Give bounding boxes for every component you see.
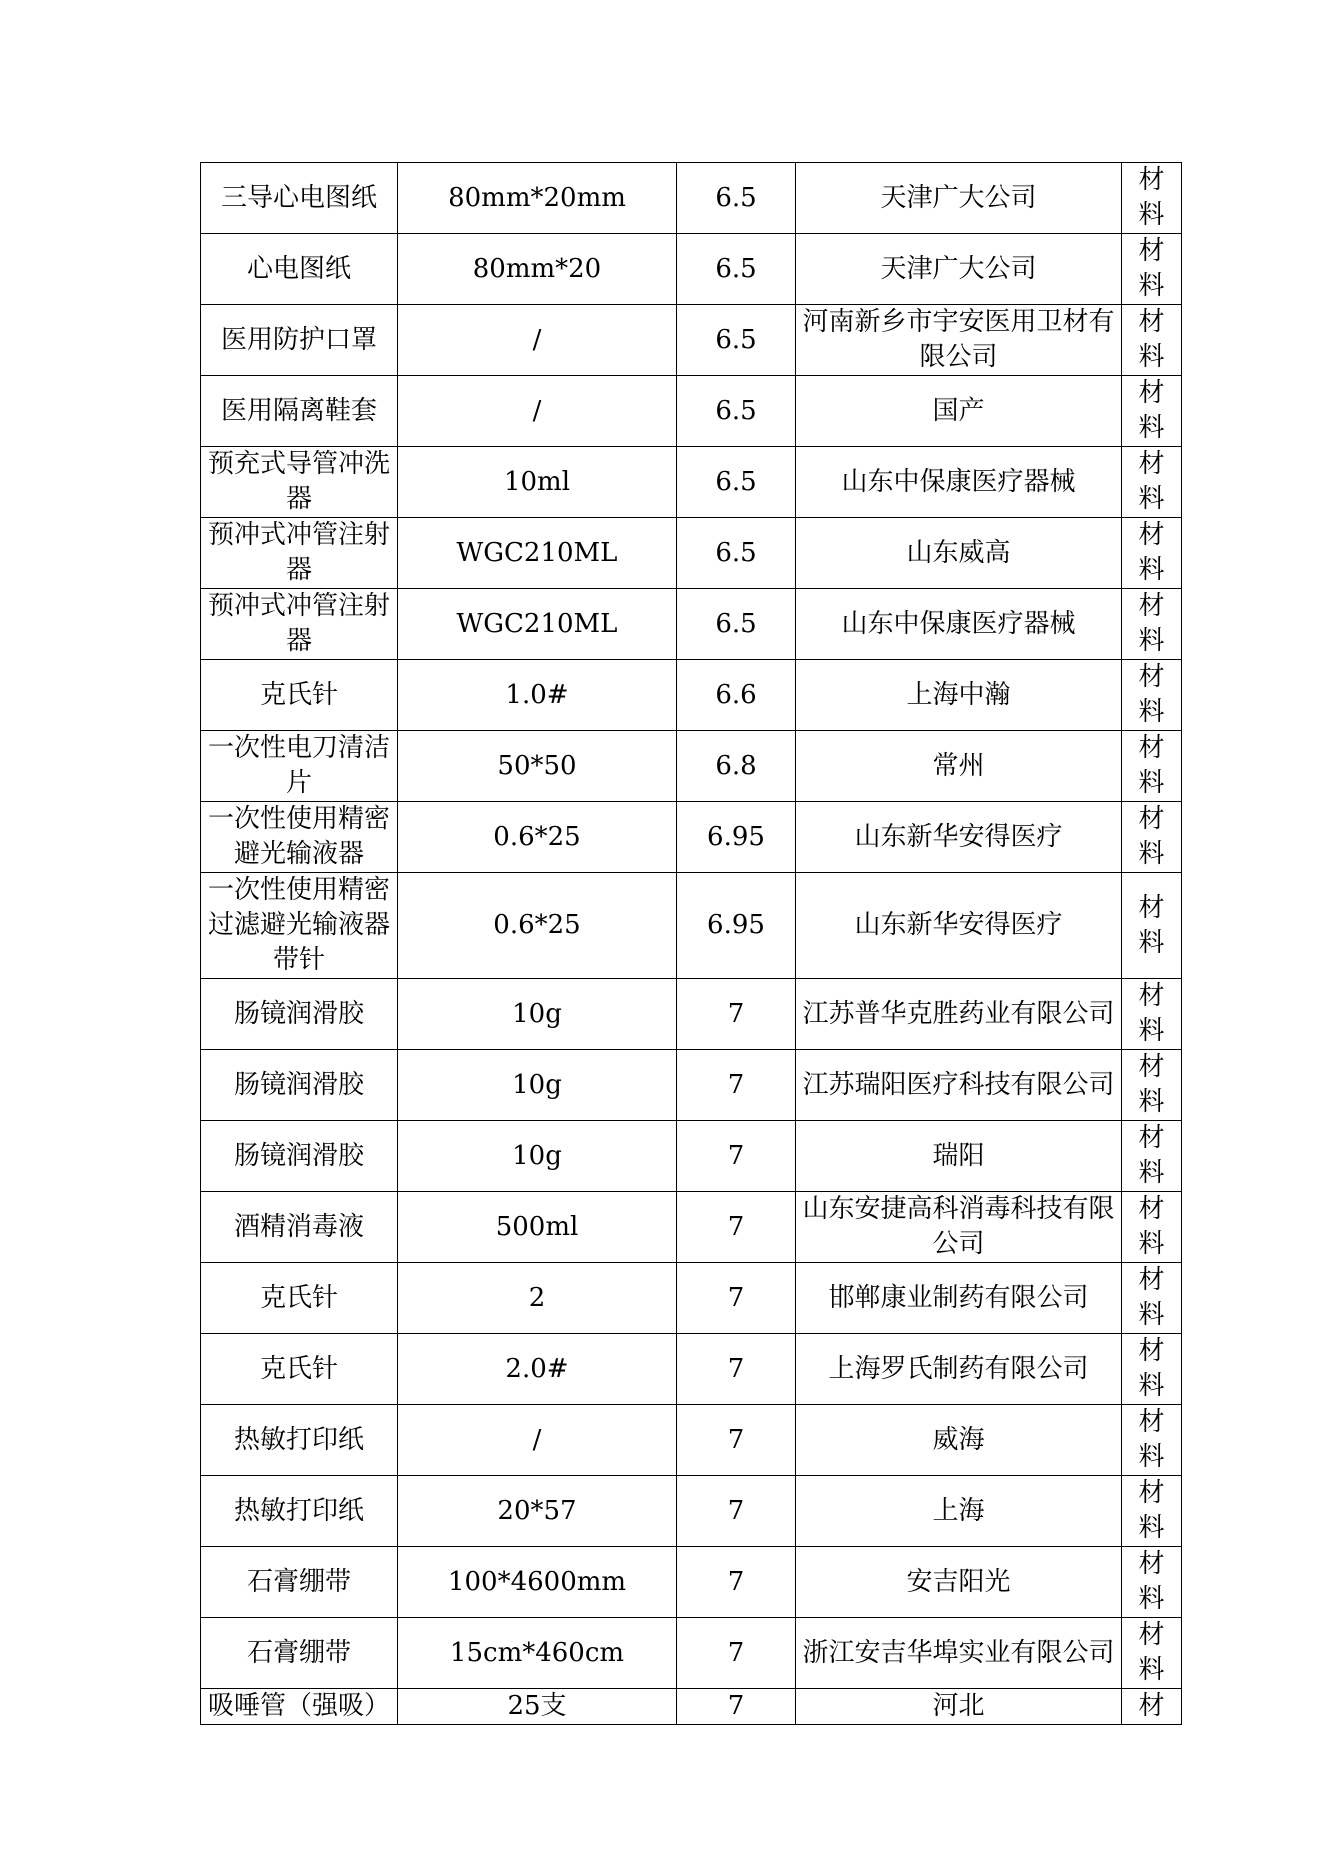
table-row xyxy=(201,1192,1182,1263)
table-row xyxy=(201,234,1182,305)
item-spec-cell xyxy=(398,979,677,1050)
item-price-cell xyxy=(677,1263,796,1334)
item-maker-text: 常州 xyxy=(932,750,985,781)
item-spec-text: 10ml xyxy=(503,466,571,497)
item-price-cell xyxy=(677,234,796,305)
item-name-cell xyxy=(201,305,398,376)
item-maker-text: 上海罗氏制药有限公司 xyxy=(828,1353,1089,1384)
item-spec-cell xyxy=(398,1334,677,1405)
item-name-text: 克氏针 xyxy=(259,1282,338,1313)
item-maker-text: 国产 xyxy=(932,395,985,426)
item-spec-cell xyxy=(398,660,677,731)
item-category-cell xyxy=(1122,163,1182,234)
table-row xyxy=(201,1121,1182,1192)
item-category-text: 材料 xyxy=(1138,1336,1165,1401)
item-name-cell xyxy=(201,1476,398,1547)
item-category-cell xyxy=(1122,1547,1182,1618)
item-price-text: 7 xyxy=(727,1140,745,1171)
item-spec-cell xyxy=(398,1689,677,1725)
item-name-text: 石膏绷带 xyxy=(246,1566,351,1597)
table-row xyxy=(201,518,1182,589)
item-spec-cell xyxy=(398,1405,677,1476)
item-category-text: 材料 xyxy=(1138,804,1165,869)
item-spec-text: / xyxy=(532,324,542,355)
item-price-cell xyxy=(677,305,796,376)
item-category-text: 材料 xyxy=(1138,1052,1165,1117)
item-maker-text: 天津广大公司 xyxy=(880,182,1037,213)
item-spec-text: 10g xyxy=(512,1069,562,1100)
item-price-text: 7 xyxy=(727,998,745,1029)
item-category-cell xyxy=(1122,1263,1182,1334)
item-spec-text: 50*50 xyxy=(497,750,577,781)
item-name-text: 一次性电刀清洁片 xyxy=(207,733,390,798)
item-spec-cell xyxy=(398,376,677,447)
item-maker-text: 河北 xyxy=(932,1691,985,1721)
item-spec-cell xyxy=(398,731,677,802)
item-name-cell xyxy=(201,1263,398,1334)
item-category-cell xyxy=(1122,305,1182,376)
item-category-cell xyxy=(1122,1618,1182,1689)
item-maker-cell xyxy=(796,518,1122,589)
item-spec-cell xyxy=(398,1050,677,1121)
item-spec-cell xyxy=(398,1263,677,1334)
item-name-cell xyxy=(201,518,398,589)
item-price-text: 7 xyxy=(727,1566,745,1597)
item-maker-cell xyxy=(796,1476,1122,1547)
item-maker-cell xyxy=(796,1618,1122,1689)
item-maker-text: 安吉阳光 xyxy=(906,1566,1011,1597)
item-category-cell xyxy=(1122,1121,1182,1192)
item-maker-cell xyxy=(796,802,1122,873)
item-price-text: 6.5 xyxy=(715,253,757,284)
item-category-cell xyxy=(1122,802,1182,873)
item-price-cell xyxy=(677,163,796,234)
item-spec-cell xyxy=(398,1121,677,1192)
table-row xyxy=(201,1334,1182,1405)
item-maker-cell xyxy=(796,1192,1122,1263)
item-spec-text: 10g xyxy=(512,998,562,1029)
item-spec-cell xyxy=(398,802,677,873)
item-maker-cell xyxy=(796,305,1122,376)
item-spec-text: 2.0# xyxy=(505,1353,569,1384)
item-spec-cell xyxy=(398,1618,677,1689)
item-maker-text: 山东中保康医疗器械 xyxy=(841,608,1076,639)
item-maker-cell xyxy=(796,447,1122,518)
item-category-cell xyxy=(1122,979,1182,1050)
item-name-cell xyxy=(201,731,398,802)
table-row xyxy=(201,305,1182,376)
item-maker-text: 上海 xyxy=(932,1495,985,1526)
item-name-cell xyxy=(201,1547,398,1618)
item-name-text: 医用防护口罩 xyxy=(220,324,377,355)
materials-price-table xyxy=(200,162,1182,1725)
item-price-text: 6.5 xyxy=(715,466,757,497)
item-category-cell xyxy=(1122,234,1182,305)
item-category-cell xyxy=(1122,1192,1182,1263)
table-row xyxy=(201,873,1182,979)
item-price-cell xyxy=(677,1547,796,1618)
item-spec-cell xyxy=(398,1476,677,1547)
item-name-text: 预冲式冲管注射器 xyxy=(207,591,390,656)
item-maker-cell xyxy=(796,234,1122,305)
item-category-text: 材料 xyxy=(1138,520,1165,585)
item-price-text: 7 xyxy=(727,1069,745,1100)
item-category-text: 材 xyxy=(1138,1691,1165,1721)
item-category-text: 材料 xyxy=(1138,1549,1165,1614)
item-category-text: 材料 xyxy=(1138,378,1165,443)
item-maker-cell xyxy=(796,376,1122,447)
item-category-text: 材料 xyxy=(1138,449,1165,514)
table-row xyxy=(201,802,1182,873)
item-maker-cell xyxy=(796,1689,1122,1725)
item-name-text: 医用隔离鞋套 xyxy=(220,395,377,426)
item-price-cell xyxy=(677,979,796,1050)
item-spec-text: 20*57 xyxy=(497,1495,577,1526)
item-maker-cell xyxy=(796,1121,1122,1192)
item-maker-cell xyxy=(796,731,1122,802)
item-price-cell xyxy=(677,1050,796,1121)
table-row xyxy=(201,660,1182,731)
item-name-text: 酒精消毒液 xyxy=(233,1211,364,1242)
item-price-cell xyxy=(677,873,796,979)
item-category-text: 材料 xyxy=(1138,1265,1165,1330)
item-category-cell xyxy=(1122,1476,1182,1547)
item-price-text: 7 xyxy=(727,1353,745,1384)
item-name-cell xyxy=(201,1192,398,1263)
item-name-cell xyxy=(201,1334,398,1405)
item-maker-cell xyxy=(796,1050,1122,1121)
item-spec-text: 15cm*460cm xyxy=(449,1637,625,1668)
item-spec-text: WGC210ML xyxy=(456,537,618,568)
item-price-text: 6.5 xyxy=(715,537,757,568)
item-spec-cell xyxy=(398,589,677,660)
item-maker-text: 山东新华安得医疗 xyxy=(854,910,1063,940)
item-category-text: 材料 xyxy=(1138,1478,1165,1543)
item-name-cell xyxy=(201,1050,398,1121)
item-maker-cell xyxy=(796,660,1122,731)
item-maker-text: 威海 xyxy=(932,1424,985,1455)
table-row xyxy=(201,1689,1182,1725)
item-price-cell xyxy=(677,1334,796,1405)
table-row xyxy=(201,589,1182,660)
item-name-text: 肠镜润滑胶 xyxy=(233,1069,364,1100)
table-row xyxy=(201,1405,1182,1476)
item-maker-cell xyxy=(796,1405,1122,1476)
item-spec-text: 80mm*20mm xyxy=(448,182,626,213)
item-spec-text: 10g xyxy=(512,1140,562,1171)
table-row xyxy=(201,1263,1182,1334)
table-row xyxy=(201,447,1182,518)
item-price-text: 7 xyxy=(727,1211,745,1242)
item-price-text: 6.95 xyxy=(707,821,765,852)
item-name-text: 热敏打印纸 xyxy=(233,1424,364,1455)
item-spec-cell xyxy=(398,518,677,589)
item-maker-cell xyxy=(796,589,1122,660)
table-row xyxy=(201,1618,1182,1689)
item-maker-text: 瑞阳 xyxy=(932,1140,985,1171)
item-category-text: 材料 xyxy=(1138,1620,1165,1685)
item-price-text: 6.5 xyxy=(715,182,757,213)
item-category-text: 材料 xyxy=(1138,1407,1165,1472)
item-price-cell xyxy=(677,447,796,518)
item-category-cell xyxy=(1122,731,1182,802)
item-category-cell xyxy=(1122,1689,1182,1725)
item-price-cell xyxy=(677,1618,796,1689)
item-spec-cell xyxy=(398,305,677,376)
item-name-cell xyxy=(201,1121,398,1192)
item-price-text: 6.95 xyxy=(707,910,765,940)
item-name-cell xyxy=(201,660,398,731)
item-category-text: 材料 xyxy=(1138,236,1165,301)
item-price-text: 6.5 xyxy=(715,395,757,426)
item-spec-text: 500ml xyxy=(495,1211,579,1242)
table-body xyxy=(201,163,1182,1725)
item-category-cell xyxy=(1122,873,1182,979)
item-maker-cell xyxy=(796,873,1122,979)
item-spec-text: 80mm*20 xyxy=(472,253,602,284)
item-spec-cell xyxy=(398,163,677,234)
item-price-text: 6.5 xyxy=(715,608,757,639)
item-spec-text: 25支 xyxy=(507,1691,567,1721)
item-maker-text: 山东中保康医疗器械 xyxy=(841,466,1076,497)
item-category-text: 材料 xyxy=(1138,662,1165,727)
item-name-cell xyxy=(201,802,398,873)
item-spec-text: 2 xyxy=(528,1282,546,1313)
item-name-text: 克氏针 xyxy=(259,679,338,710)
item-category-cell xyxy=(1122,518,1182,589)
item-maker-text: 浙江安吉华埠实业有限公司 xyxy=(802,1637,1115,1668)
item-spec-text: 1.0# xyxy=(505,679,569,710)
item-maker-text: 山东新华安得医疗 xyxy=(854,821,1063,852)
item-maker-text: 上海中瀚 xyxy=(906,679,1011,710)
item-name-cell xyxy=(201,1689,398,1725)
item-price-cell xyxy=(677,660,796,731)
table-row xyxy=(201,979,1182,1050)
item-maker-cell xyxy=(796,163,1122,234)
item-category-text: 材料 xyxy=(1138,1123,1165,1188)
item-spec-text: 0.6*25 xyxy=(493,910,581,940)
item-name-text: 心电图纸 xyxy=(246,253,351,284)
item-maker-cell xyxy=(796,979,1122,1050)
table-row xyxy=(201,1476,1182,1547)
item-name-text: 克氏针 xyxy=(259,1353,338,1384)
item-category-cell xyxy=(1122,1334,1182,1405)
table-row xyxy=(201,1050,1182,1121)
item-name-text: 一次性使用精密过滤避光输液器 带针 xyxy=(207,875,390,975)
item-price-cell xyxy=(677,376,796,447)
item-maker-text: 天津广大公司 xyxy=(880,253,1037,284)
item-spec-cell xyxy=(398,873,677,979)
item-maker-text: 江苏瑞阳医疗科技有限公司 xyxy=(802,1069,1115,1100)
item-name-cell xyxy=(201,979,398,1050)
item-maker-cell xyxy=(796,1334,1122,1405)
item-category-text: 材料 xyxy=(1138,892,1165,958)
item-category-cell xyxy=(1122,1405,1182,1476)
item-name-text: 吸唾管（强吸） xyxy=(207,1691,390,1721)
item-price-cell xyxy=(677,1192,796,1263)
item-name-text: 热敏打印纸 xyxy=(233,1495,364,1526)
item-spec-cell xyxy=(398,447,677,518)
item-price-cell xyxy=(677,589,796,660)
item-name-text: 肠镜润滑胶 xyxy=(233,1140,364,1171)
item-spec-cell xyxy=(398,1192,677,1263)
item-name-text: 三导心电图纸 xyxy=(220,182,377,213)
item-price-cell xyxy=(677,1121,796,1192)
item-category-text: 材料 xyxy=(1138,307,1165,372)
item-category-cell xyxy=(1122,1050,1182,1121)
item-name-cell xyxy=(201,589,398,660)
item-maker-text: 江苏普华克胜药业有限公司 xyxy=(802,998,1115,1029)
item-price-cell xyxy=(677,518,796,589)
item-name-cell xyxy=(201,163,398,234)
item-maker-cell xyxy=(796,1547,1122,1618)
item-maker-text: 邯郸康业制药有限公司 xyxy=(828,1282,1089,1313)
item-name-cell xyxy=(201,376,398,447)
item-category-text: 材料 xyxy=(1138,733,1165,798)
item-name-text: 预冲式冲管注射器 xyxy=(207,520,390,585)
table-row xyxy=(201,376,1182,447)
item-price-text: 7 xyxy=(727,1424,745,1455)
item-spec-text: / xyxy=(532,395,542,426)
item-spec-cell xyxy=(398,234,677,305)
item-name-cell xyxy=(201,1618,398,1689)
item-price-text: 7 xyxy=(727,1282,745,1313)
item-spec-cell xyxy=(398,1547,677,1618)
item-price-cell xyxy=(677,1689,796,1725)
item-price-text: 7 xyxy=(727,1495,745,1526)
item-category-cell xyxy=(1122,589,1182,660)
item-name-text: 一次性使用精密避光输液器 xyxy=(207,804,390,869)
item-name-text: 肠镜润滑胶 xyxy=(233,998,364,1029)
item-price-text: 6.5 xyxy=(715,324,757,355)
item-price-text: 7 xyxy=(727,1637,745,1668)
item-category-text: 材料 xyxy=(1138,591,1165,656)
item-category-cell xyxy=(1122,660,1182,731)
item-price-cell xyxy=(677,1405,796,1476)
item-name-cell xyxy=(201,1405,398,1476)
table-row xyxy=(201,1547,1182,1618)
item-category-cell xyxy=(1122,376,1182,447)
item-category-text: 材料 xyxy=(1138,165,1165,230)
item-maker-cell xyxy=(796,1263,1122,1334)
item-name-text: 预充式导管冲洗器 xyxy=(207,449,390,514)
item-maker-text: 山东威高 xyxy=(906,537,1011,568)
item-price-cell xyxy=(677,802,796,873)
item-price-text: 6.6 xyxy=(715,679,757,710)
item-price-cell xyxy=(677,731,796,802)
item-maker-text: 山东安捷高科消毒科技有限公司 xyxy=(802,1194,1115,1259)
item-price-text: 6.8 xyxy=(715,750,757,781)
item-category-text: 材料 xyxy=(1138,1194,1165,1259)
item-price-text: 7 xyxy=(727,1691,745,1721)
item-spec-text: 100*4600mm xyxy=(447,1566,627,1597)
item-name-cell xyxy=(201,447,398,518)
item-spec-text: / xyxy=(532,1424,542,1455)
table-row xyxy=(201,731,1182,802)
item-name-cell xyxy=(201,234,398,305)
item-category-cell xyxy=(1122,447,1182,518)
item-spec-text: 0.6*25 xyxy=(493,821,581,852)
item-name-cell xyxy=(201,873,398,979)
table-row xyxy=(201,163,1182,234)
item-price-cell xyxy=(677,1476,796,1547)
item-maker-text: 河南新乡市宇安医用卫材有限公司 xyxy=(802,307,1115,372)
item-category-text: 材料 xyxy=(1138,981,1165,1046)
item-name-text: 石膏绷带 xyxy=(246,1637,351,1668)
item-spec-text: WGC210ML xyxy=(456,608,618,639)
